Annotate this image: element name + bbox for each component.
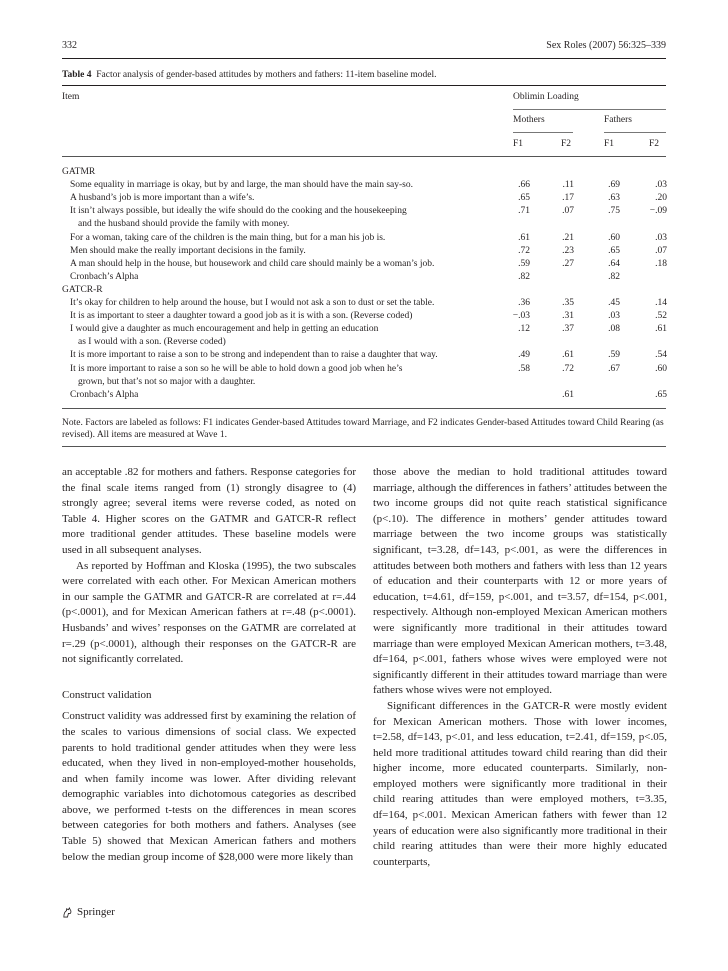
table-row	[62, 336, 666, 348]
fathers-f1-value: .03	[608, 311, 620, 322]
footer	[62, 906, 115, 918]
item-label: A man should help in the house, but housework and child care should mainly be a woman’s job.	[70, 258, 435, 269]
item-label: I would give a daughter as much encouragement and help in getting an education	[70, 324, 379, 335]
group-label: GATMR	[62, 167, 96, 177]
fathers-f1-value: .59	[608, 350, 620, 361]
table-row	[62, 349, 666, 361]
mothers-f2-value: .17	[562, 193, 574, 204]
mothers-f2-value: .21	[562, 232, 574, 243]
fathers-f1-value: .75	[608, 206, 620, 217]
item-label: as I would with a son. (Reverse coded)	[78, 337, 226, 348]
table-group-row	[62, 166, 666, 178]
fathers-f1-value: .82	[608, 271, 620, 282]
mothers-f2-value: .11	[562, 180, 574, 191]
running-header	[62, 40, 666, 54]
mothers-f2-value: .31	[562, 311, 574, 322]
item-label: It isn’t always possible, but ideally the wife should do the cooking and the housekeeping	[70, 206, 407, 217]
fathers-f1-value: .69	[608, 180, 620, 191]
table-row	[62, 179, 666, 191]
mothers-f2-value: .35	[562, 298, 574, 308]
table-row	[62, 192, 666, 204]
table-group-row	[62, 284, 666, 296]
mothers-f1-value: .36	[518, 298, 530, 308]
col-header-fathers-f1: F1	[604, 139, 615, 149]
table-row	[62, 245, 666, 257]
mothers-f2-value: .27	[562, 258, 574, 269]
item-label: A husband’s job is more important than a wife’s.	[70, 193, 255, 204]
table-caption	[62, 70, 666, 80]
mothers-subrule	[513, 132, 573, 133]
table-row	[62, 376, 666, 388]
fathers-f2-value: .14	[655, 298, 667, 308]
mothers-f1-value: .12	[518, 324, 530, 335]
right-paragraph-2: Significant differences in the GATCR-R were mostly evident for Mexican American mothers. Those with lower incomes, t=2.58, df=143, p<.01, and less education, t=2.41, df=159, p<.05, held more traditional attitudes toward child rearing than did their higher income, more educated counterparts. Similarly, non-employed mothers were significantly more traditional in their child rearing attitudes than were employed mothers, t=3.35, df=164, p<.001. Mexican American fathers with fewer than 12 years of education were also significantly more traditional in their child rearing attitudes than were their more highly educated counterparts,	[373, 699, 667, 868]
fathers-f2-value: .60	[655, 363, 667, 374]
fathers-f1-value: .64	[608, 258, 620, 269]
page-number: 332	[62, 40, 77, 51]
item-label: Cronbach’s Alpha	[70, 271, 139, 282]
header-rule	[62, 58, 666, 59]
item-label: Some equality in marriage is okay, but by and large, the man should have the main say-so.	[70, 180, 413, 191]
fathers-f2-value: .61	[655, 324, 667, 335]
fathers-f2-value: .54	[655, 350, 667, 361]
table-row	[62, 297, 666, 309]
note-rule	[62, 446, 666, 447]
table-row	[62, 205, 666, 217]
col-header-mothers-f2: F2	[561, 139, 572, 149]
mothers-f2-value: .07	[562, 206, 574, 217]
left-column	[62, 465, 356, 865]
mothers-f1-value: .71	[518, 206, 530, 217]
mothers-f2-value: .61	[562, 350, 574, 361]
fathers-f2-value: .65	[655, 389, 667, 400]
item-label: It is more important to raise a son so he will be able to hold down a good job when he’s	[70, 363, 403, 374]
fathers-f2-value: −.09	[649, 206, 667, 217]
left-paragraph-1: an acceptable .82 for mothers and fathers. Response categories for the final scale items ranged from (1) strongly disagree to (4) strongly agree; several items were reverse coded, as noted on Table 4. Higher scores on the GATMR and GATCR-R reflect more traditional gender attitudes. These baseline models were used in all subsequent analyses.	[62, 466, 356, 556]
fathers-f2-value: .03	[655, 180, 667, 191]
table-row	[62, 232, 666, 244]
fathers-f1-value: .45	[608, 298, 620, 308]
fathers-f1-value: .63	[608, 193, 620, 204]
mothers-f1-value: .72	[518, 245, 530, 256]
mothers-f2-value: .37	[562, 324, 574, 335]
fathers-f2-value: .03	[655, 232, 667, 243]
table-row	[62, 218, 666, 230]
table-top-rule	[62, 85, 666, 86]
table-row	[62, 258, 666, 270]
mothers-f1-value: .82	[518, 271, 530, 282]
table-row	[62, 310, 666, 322]
item-label: For a woman, taking care of the children is the main thing, but for a man his job is.	[70, 232, 386, 243]
mothers-f1-value: .66	[518, 180, 530, 191]
item-label: and the husband should provide the family with money.	[78, 219, 290, 230]
mothers-f1-value: .61	[518, 232, 530, 243]
group-label: GATCR-R	[62, 284, 103, 295]
item-label: grown, but that’s not so major with a daughter.	[78, 376, 256, 387]
fathers-f1-value: .65	[608, 245, 620, 256]
right-column	[373, 465, 667, 870]
mothers-f1-value: .58	[518, 363, 530, 374]
fathers-f2-value: .07	[655, 245, 667, 256]
fathers-subrule	[604, 132, 666, 133]
item-label: Men should make the really important decisions in the family.	[70, 245, 306, 256]
loading-subrule	[513, 109, 666, 110]
col-header-mothers: Mothers	[513, 115, 545, 125]
left-paragraph-2: As reported by Hoffman and Kloska (1995), the two subscales were correlated with each other. For Mexican American mothers in our sample the GATMR and GATCR-R are correlated at r=.44 (p<.0001), and for Mexican American fathers at r=.48 (p<.0001). Husbands’ and wives’ responses on the GATMR are correlated at r=.29 (p<.0001), although their responses on the GATCR-R are not significantly correlated.	[62, 559, 356, 666]
springer-horse-icon	[62, 907, 73, 918]
mothers-f1-value: .65	[518, 193, 530, 204]
mothers-f1-value: .49	[518, 350, 530, 361]
item-label: It is as important to steer a daughter toward a good job as it is with a son. (Reverse coded)	[70, 311, 413, 322]
table-label: Table 4	[62, 70, 92, 80]
col-header-fathers: Fathers	[604, 115, 632, 125]
table-title: Factor analysis of gender-based attitudes by mothers and fathers: 11-item baseline model.	[96, 70, 437, 80]
table-note: Note. Factors are labeled as follows: F1 indicates Gender-based Attitudes toward Marriage, and F2 indicates Gender-based Attitudes toward Child Rearing (as revised). All items are measured at Wave 1.	[62, 418, 664, 440]
mothers-f2-value: .23	[562, 245, 574, 256]
table-bottom-rule	[62, 408, 666, 409]
table-row	[62, 323, 666, 335]
fathers-f1-value: .60	[608, 232, 620, 243]
fathers-f2-value: .52	[655, 311, 667, 322]
table-header-rule	[62, 156, 666, 157]
publisher-name: Springer	[77, 906, 115, 918]
col-header-oblimin: Oblimin Loading	[513, 92, 579, 102]
section-heading: Construct validation	[62, 688, 152, 701]
item-label: It is more important to raise a son to be strong and independent than to raise a daughter that way.	[70, 350, 438, 361]
fathers-f1-value: .08	[608, 324, 620, 335]
fathers-f2-value: .18	[655, 258, 667, 269]
table-row	[62, 363, 666, 375]
mothers-f1-value: .59	[518, 258, 530, 269]
fathers-f1-value: .67	[608, 363, 620, 374]
item-label: Cronbach’s Alpha	[70, 389, 139, 400]
mothers-f2-value: .61	[562, 389, 574, 400]
right-paragraph-1: those above the median to hold traditional attitudes toward marriage, although the differences in fathers’ attitudes between the two income groups did not quite reach statistical significance (p<.10). The difference in mothers’ gender attitudes toward marriage between the two income groups was statistically significant, t=3.28, df=143, p<.001, as were the differences in attitudes between both mothers and fathers with less than 12 years of education and their counterparts with 12 or more years of education, t=4.61, df=159, p<.001, and t=3.57, df=154, p<.001, respectively. Although non-employed Mexican American mothers were significantly more traditional in their attitudes toward marriage than were employed Mexican American mothers, t=3.48, df=164, p<.001, fathers whose wives were employed were not significantly different in their attitudes toward marriage than were fathers whose wives were not employed.	[373, 466, 667, 697]
mothers-f2-value: .72	[562, 363, 574, 374]
col-header-fathers-f2: F2	[649, 139, 660, 149]
col-header-mothers-f1: F1	[513, 139, 524, 149]
table-row	[62, 389, 666, 401]
journal-citation: Sex Roles (2007) 56:325–339	[546, 40, 666, 51]
item-label: It’s okay for children to help around the house, but I would not ask a son to dust or set the table.	[70, 298, 435, 308]
mothers-f1-value: −.03	[512, 311, 530, 322]
left-paragraph-3: Construct validity was addressed first by examining the relation of the scales to various dimensions of social class. We expected parents to hold traditional gender attitudes when they were less educated, when they lived in non-employed-mother households, and when family income was lower. After dividing relevant demographic variables into dichotomous categories as described above, we performed t-tests on the differences in mean scores between categories for both mothers and fathers. Analyses (see Table 5) showed that Mexican American fathers and mothers below the median group income of $28,000 were more likely than	[62, 710, 356, 863]
fathers-f2-value: .20	[655, 193, 667, 204]
table-row	[62, 271, 666, 283]
col-header-item: Item	[62, 92, 80, 102]
